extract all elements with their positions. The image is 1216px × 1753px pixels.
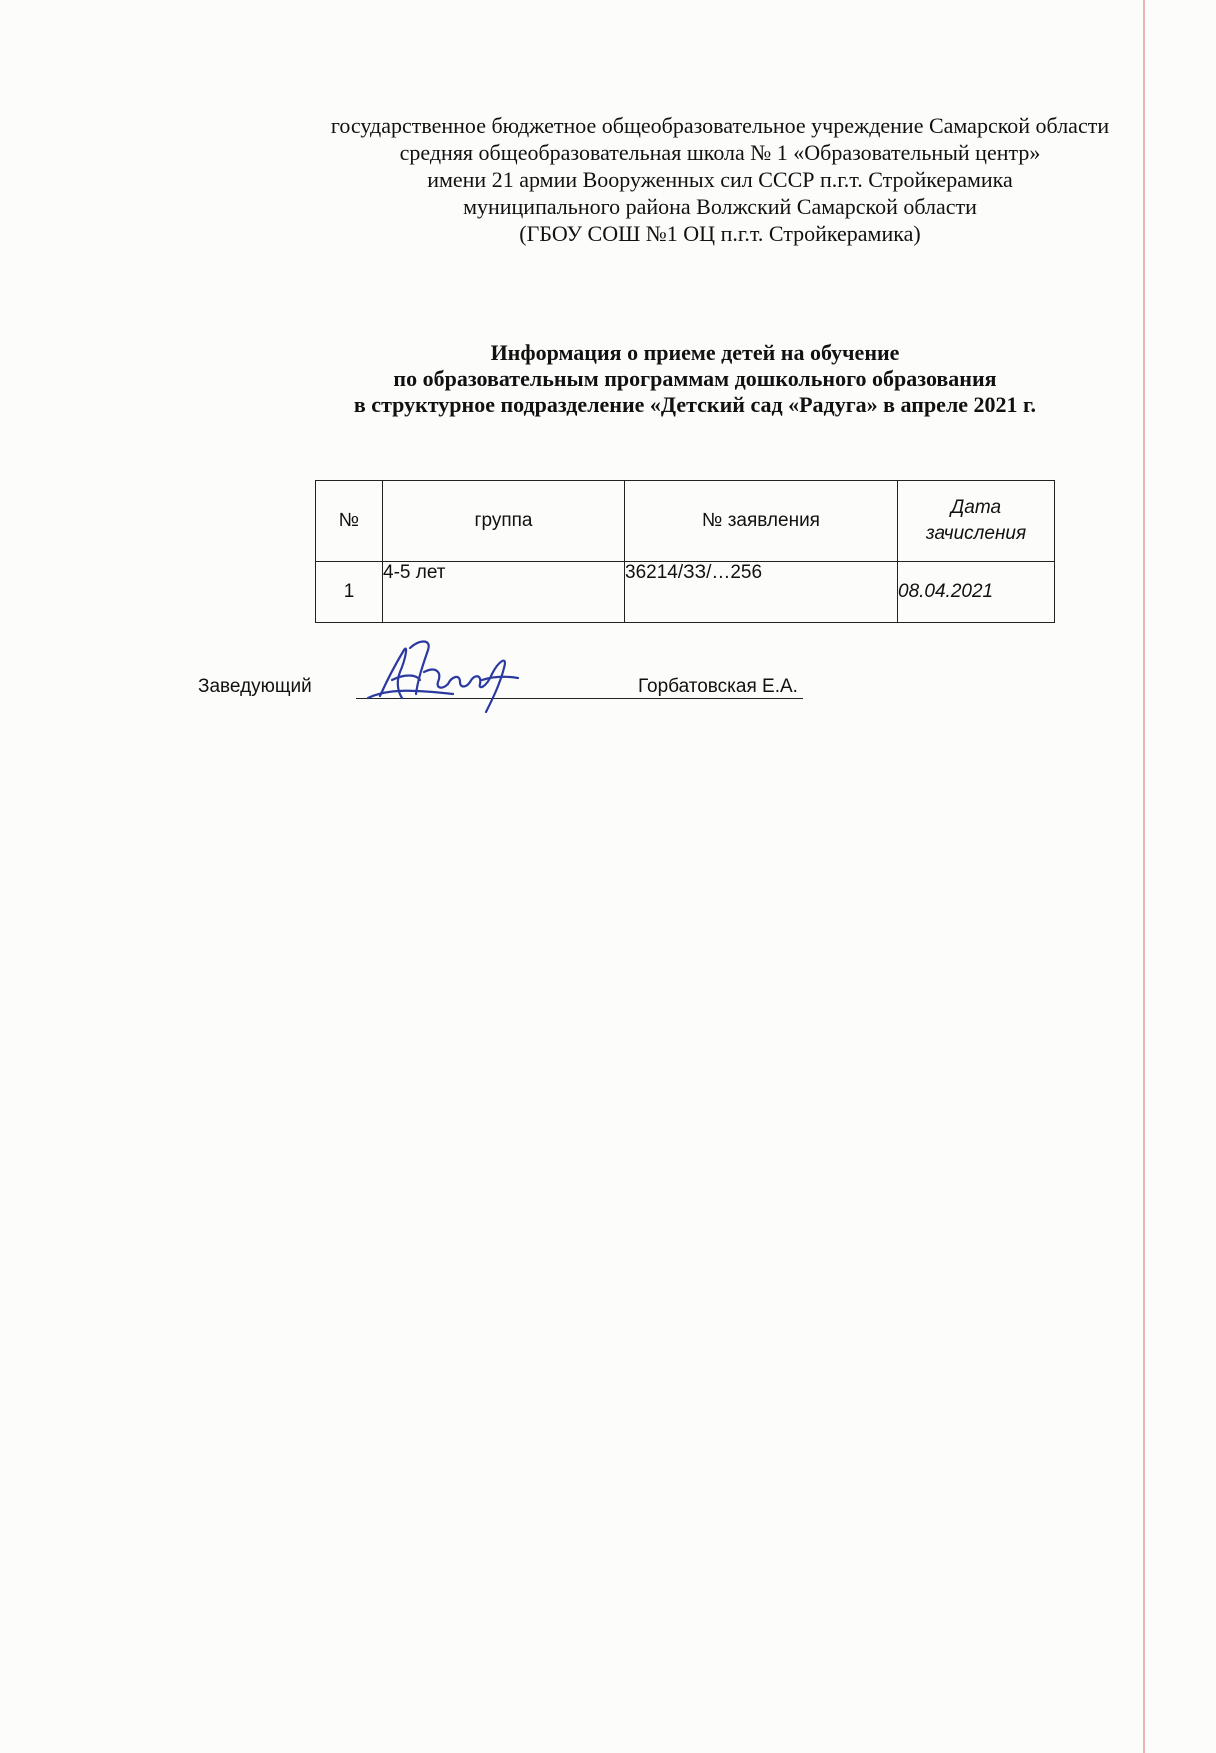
header-line: государственное бюджетное общеобразовательное учреждение Самарской области (330, 113, 1110, 138)
header-line: имени 21 армии Вооруженных сил СССР п.г.т. Стройкерамика (427, 167, 1013, 192)
header-date-line2: зачисления (925, 523, 1027, 544)
header-group: группа (383, 481, 625, 562)
table-header-row (316, 481, 1055, 562)
header-line: (ГБОУ СОШ №1 ОЦ п.г.т. Стройкерамика) (519, 221, 921, 246)
header-date-line1: Дата (950, 497, 1002, 518)
header-line: средняя общеобразовательная школа № 1 «Образовательный центр» (399, 140, 1041, 165)
header-application: № заявления (625, 481, 898, 562)
cell-group: 4-5 лет (383, 562, 625, 623)
document-title (230, 340, 1160, 418)
scan-page-edge (1143, 0, 1145, 1753)
cell-number: 1 (316, 562, 383, 623)
header-enrollment-date (898, 481, 1055, 562)
organization-header (270, 112, 1170, 247)
header-line: муниципального района Волжский Самарской области (463, 194, 977, 219)
signatory-position: Заведующий (198, 676, 312, 697)
signatory-name: Горбатовская Е.А. (638, 676, 798, 697)
handwritten-signature (358, 628, 528, 718)
cell-enrollment-date: 08.04.2021 (898, 562, 1055, 623)
cell-application: 36214/ЗЗ/…256 (625, 562, 898, 623)
signature-strokes (368, 642, 518, 713)
enrollment-table (315, 480, 1055, 623)
title-line: Информация о приеме детей на обучение (490, 340, 900, 365)
title-line: по образовательным программам дошкольного образования (393, 366, 997, 391)
header-number: № (316, 481, 383, 562)
table-row (316, 562, 1055, 623)
signature-block (198, 670, 898, 730)
title-line: в структурное подразделение «Детский сад «Радуга» в апреле 2021 г. (353, 392, 1037, 417)
